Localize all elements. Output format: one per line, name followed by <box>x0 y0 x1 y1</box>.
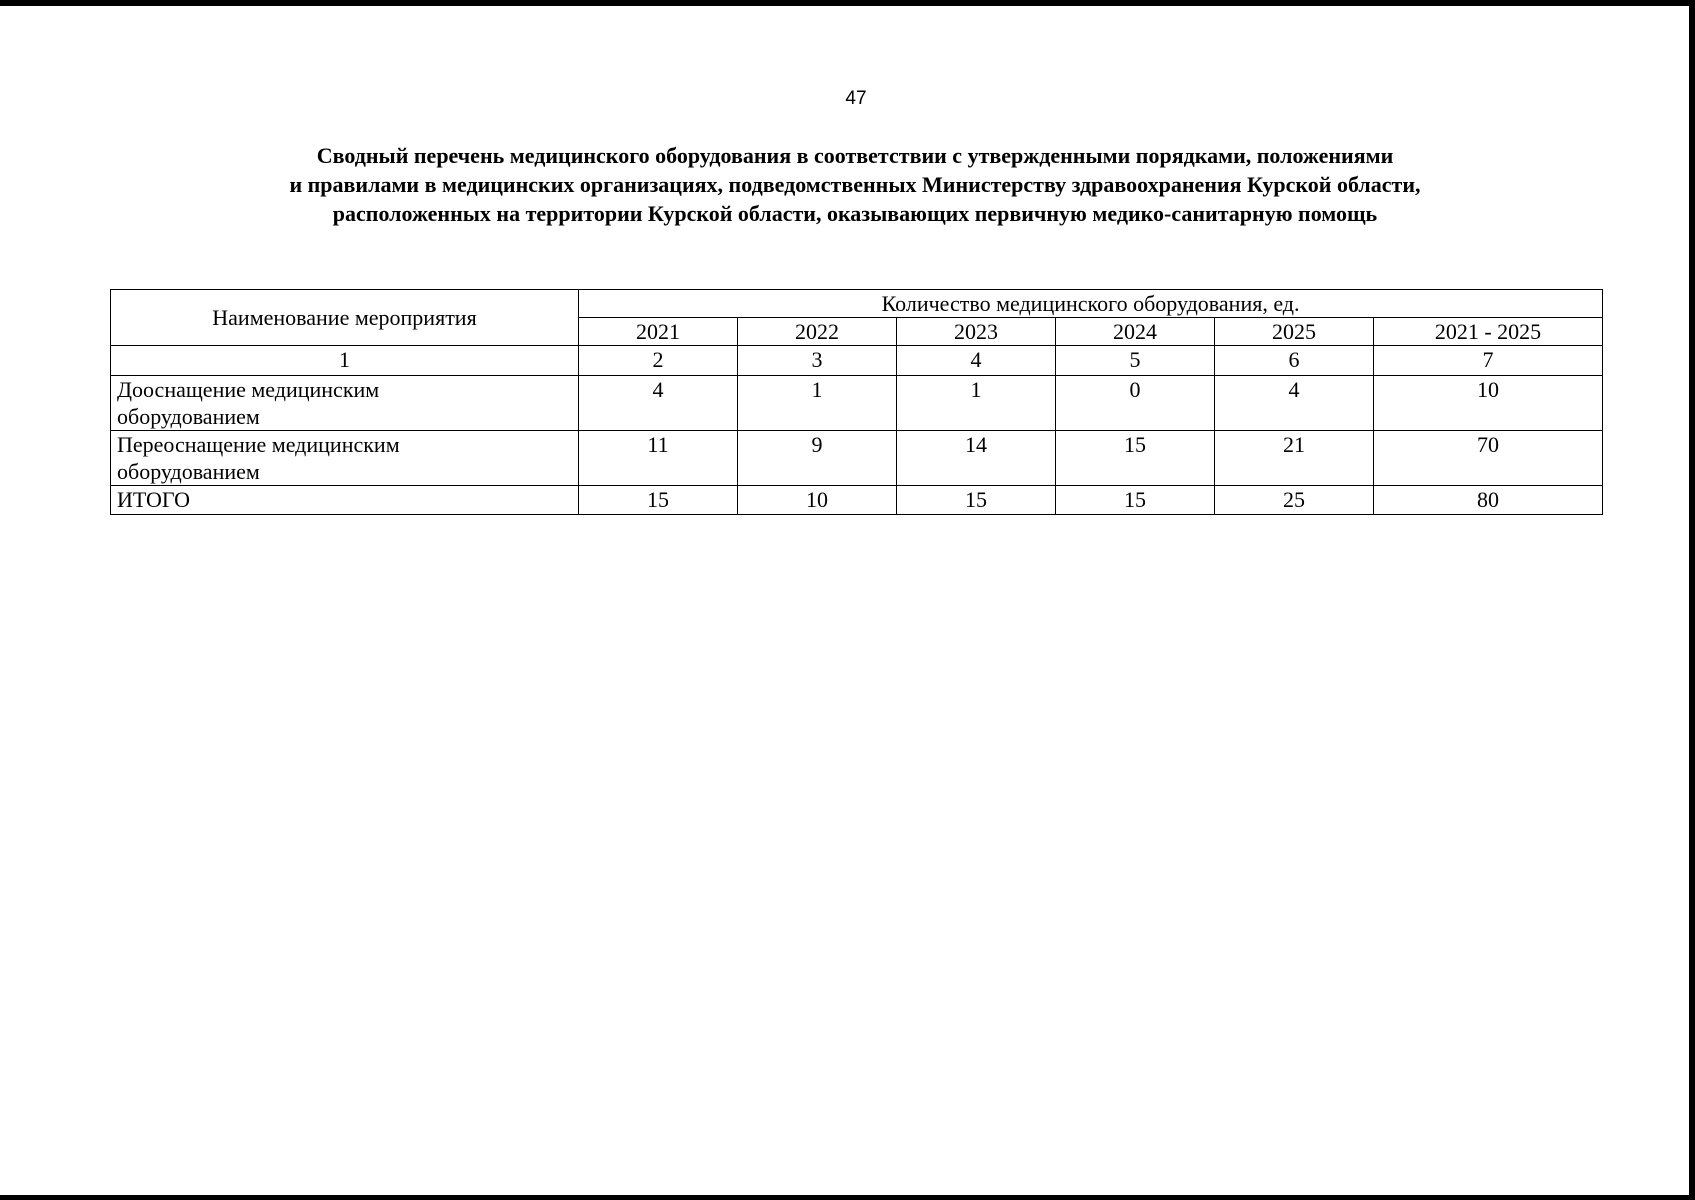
column-index: 1 <box>111 346 579 376</box>
table-cell: 11 <box>579 431 738 486</box>
total-row <box>111 486 1603 515</box>
table-row <box>111 376 1603 431</box>
scan-edge-bottom <box>0 1195 1695 1200</box>
header-year-2025: 2025 <box>1215 318 1374 346</box>
title-line-2: и правилами в медицинских организациях, подведомственных Министерству здравоохранения Курской области, <box>289 172 1421 197</box>
table-cell: 0 <box>1056 376 1215 431</box>
document-title <box>60 141 1650 228</box>
total-cell: 15 <box>1056 486 1215 515</box>
row-name-line-2: оборудованием <box>117 459 260 484</box>
row-name-line-2: оборудованием <box>117 404 260 429</box>
column-index: 6 <box>1215 346 1374 376</box>
column-index: 5 <box>1056 346 1215 376</box>
scan-edge-top <box>0 0 1695 6</box>
equipment-summary-table <box>110 289 1603 515</box>
page-number: 47 <box>845 88 867 109</box>
row-name <box>111 376 579 431</box>
header-year-2023: 2023 <box>897 318 1056 346</box>
total-cell: 25 <box>1215 486 1374 515</box>
header-period-total: 2021 - 2025 <box>1374 318 1603 346</box>
total-label: ИТОГО <box>111 486 579 515</box>
row-name-line-1: Дооснащение медицинским <box>117 377 380 402</box>
header-year-2021: 2021 <box>579 318 738 346</box>
header-name: Наименование мероприятия <box>111 290 579 346</box>
title-line-1: Сводный перечень медицинского оборудования в соответствии с утвержденными порядками, положениями <box>316 143 1394 168</box>
header-year-2024: 2024 <box>1056 318 1215 346</box>
total-cell: 10 <box>738 486 897 515</box>
header-group: Количество медицинского оборудования, ед. <box>579 290 1603 318</box>
table-cell: 21 <box>1215 431 1374 486</box>
table-cell: 9 <box>738 431 897 486</box>
title-line-3: расположенных на территории Курской области, оказывающих первичную медико-санитарную помощь <box>332 201 1378 226</box>
column-index-row <box>111 346 1603 376</box>
scan-edge-right <box>1689 0 1695 1200</box>
table-cell: 10 <box>1374 376 1603 431</box>
table-cell: 15 <box>1056 431 1215 486</box>
column-index: 3 <box>738 346 897 376</box>
table-cell: 4 <box>579 376 738 431</box>
header-year-2022: 2022 <box>738 318 897 346</box>
table-cell: 70 <box>1374 431 1603 486</box>
column-index: 7 <box>1374 346 1603 376</box>
table-cell: 4 <box>1215 376 1374 431</box>
table-cell: 14 <box>897 431 1056 486</box>
total-cell: 15 <box>579 486 738 515</box>
table-cell: 1 <box>738 376 897 431</box>
table-cell: 1 <box>897 376 1056 431</box>
column-index: 4 <box>897 346 1056 376</box>
row-name-line-1: Переоснащение медицинским <box>117 432 400 457</box>
column-index: 2 <box>579 346 738 376</box>
table-row <box>111 431 1603 486</box>
total-cell: 15 <box>897 486 1056 515</box>
total-cell: 80 <box>1374 486 1603 515</box>
row-name <box>111 431 579 486</box>
